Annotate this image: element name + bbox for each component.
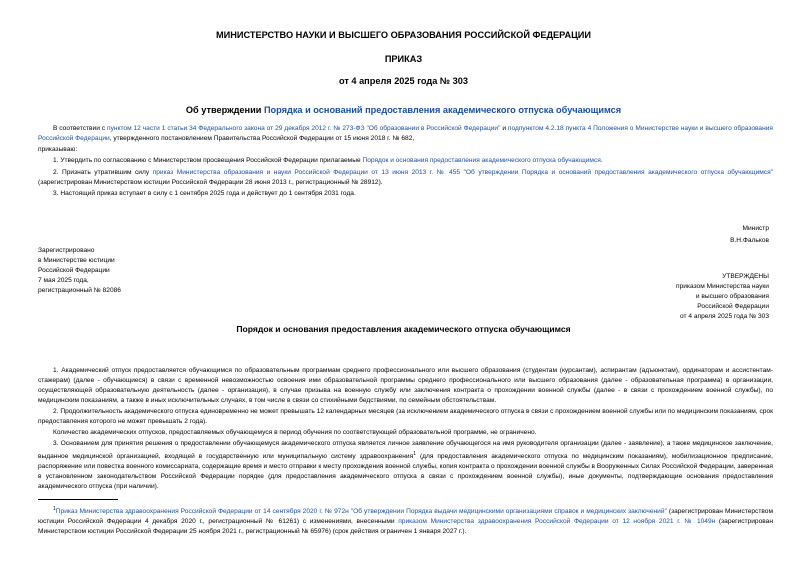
body-paragraph-3-rest: (для предоставления академического отпуска по медицинским показаниям), мобилизационное предписание, распоряжение или повестка военного комиссариата, содержащие время и место отправки к месту прохождения военной службы, копия контракта о прохождении военной службы в Вооруженных Силах Российской Федерации, заверенная в установленном законодательством Российской Федерации порядке (для предоставления академического отпуска в связи с прохождением военной службы), иные документы, подтверждающие основания предоставления академического отпуска (при наличии). [38,453,773,491]
signature-name: В.Н.Фальков [730,237,769,244]
item-1-link[interactable]: Порядок и основания предоставления академического отпуска обучающимся [362,157,601,164]
footnote-text-2: (зарегистрирован Министерством юстиции Российской Федерации 25 ноября 2021 г., регистрационный № 65976) (срок действия ограничен 1 января 2027 г.). [38,518,773,536]
order-title-link[interactable]: Порядка и оснований предоставления академического отпуска обучающимся [263,105,622,115]
registration-block [38,246,121,296]
item-1-text: 1. Утвердить по согласованию с Министерством просвещения Российской Федерации прилагаемые [53,157,363,164]
body-paragraph-3-text: 3. Основанием для принятия решения о предоставлении обучающемуся академического отпуска является личное заявление обучающегося на имя руководителя организации (далее - заявление), а также медицинское заключение, выданное медицинской организацией, входящей в государственную или муниципальную систему здравоохранения [38,440,773,461]
approval-line-2: приказом Министерства науки [676,283,769,290]
registration-line-3: Российской Федерации [38,267,110,274]
item-3: 3. Настоящий приказ вступает в силу с 1 сентября 2025 года и действует до 1 сентября 2031 года. [53,190,356,197]
footnote-link-2[interactable]: приказом Министерства здравоохранения Российской Федерации от 12 ноября 2021 г. № 1049н [398,518,716,526]
order-word: приказываю: [38,146,78,153]
preamble-text-1: В соответствии с [53,125,107,132]
approval-line-3: и высшего образования [695,293,769,300]
footnote [38,504,773,537]
footnote-text-1: (зарегистрирован Министерством юстиции Российской Федерации 4 декабря 2020 г., регистрационный № 61261) с изменениями, внесенными [38,508,773,526]
approval-line-1: УТВЕРЖДЕНЫ [722,273,769,280]
footnote-ref[interactable]: 1 [413,451,416,457]
approval-line-4: Российской Федерации [697,303,769,310]
item-1-end: . [600,157,603,164]
item-2 [38,168,773,188]
preamble-law-link[interactable]: пунктом 12 части 1 статьи 34 Федерального закона от 29 декабря 2012 г. № 273-ФЗ "Об образовании в Российской Федерации" [107,125,501,132]
preamble [38,124,773,144]
approval-block [676,272,769,322]
ministry-header: МИНИСТЕРСТВО НАУКИ И ВЫСШЕГО ОБРАЗОВАНИЯ РОССИЙСКОЙ ФЕДЕРАЦИИ [215,30,591,40]
registration-line-5: регистрационный № 82086 [38,287,121,294]
doc-type: ПРИКАЗ [384,54,423,64]
approval-line-5: от 4 апреля 2025 года № 303 [679,313,769,320]
body-paragraph-2b: Количество академических отпусков, предоставляемых обучающемуся в период обучения по соответствующей образовательной программе, не ограничено. [53,429,537,436]
preamble-text-3: , утвержденного постановлением Правительства Российской Федерации от 15 июня 2018 г. № 682, [109,135,415,142]
body-paragraph-1: 1. Академический отпуск предоставляется обучающимся по образовательным программам среднего профессионального или высшего образования (студентам (курсантам), аспирантам (адъюнктам), ординаторам и ассистентам-стажерам) (далее - обучающиеся) в связи с временной невозможностью освоения ими образовательной программы среднего профессионального или высшего образования (далее - образовательная программа) в организации, осуществляющей образовательную деятельность (далее - организация), в случае призыва на военную службу или заключения контракта о прохождении военной службы (далее - в связи с прохождением военной службы), по медицинским показаниям, а также в иных исключительных случаях, в том числе в связи со стихийными бедствиями, по семейным обстоятельствам. [38,367,773,404]
body-paragraph-2: 2. Продолжительность академического отпуска единовременно не может превышать 12 календарных месяцев (за исключением академического отпуска в связи с прохождением военной службы или по медицинским показаниям, срок предоставления которого не может превышать 2 года). [38,408,773,425]
procedure-title: Порядок и основания предоставления академического отпуска обучающимся [236,324,571,334]
preamble-regulation-link[interactable]: подпунктом 4.2.18 пункта 4 Положения о Министерстве науки и высшего образования Российской Федерации [38,125,773,142]
registration-line-1: Зарегистрировано [38,247,95,254]
item-2-link[interactable]: приказ Министерства образования и науки Российской Федерации от 13 июня 2013 г. № 455 "Об утверждении Порядка и оснований предоставления академического отпуска обучающимся" [152,169,773,176]
item-2-end: (зарегистрирован Министерством юстиции Российской Федерации 28 июня 2013 г., регистрационный № 28912). [38,179,383,186]
registration-line-4: 7 мая 2025 года, [38,277,89,284]
order-title-prefix: Об утверждении [185,105,264,115]
footnote-divider [38,499,118,500]
signature-position: Министр [742,225,769,232]
footnote-mark: 1 [53,506,56,512]
item-1 [38,156,773,166]
item-2-text: 2. Признать утратившим силу [53,169,153,176]
order-title [0,105,807,115]
body-paragraph-3 [38,439,773,492]
preamble-text-2: и [500,125,508,132]
registration-line-2: в Министерстве юстиции [38,257,115,264]
footnote-link-1[interactable]: Приказ Министерства здравоохранения Российской Федерации от 14 сентября 2020 г. № 972н "Об утверждении Порядка выдачи медицинскими организациями справок и медицинских заключений" [55,508,667,516]
order-date-number: от 4 апреля 2025 года № 303 [338,76,469,86]
